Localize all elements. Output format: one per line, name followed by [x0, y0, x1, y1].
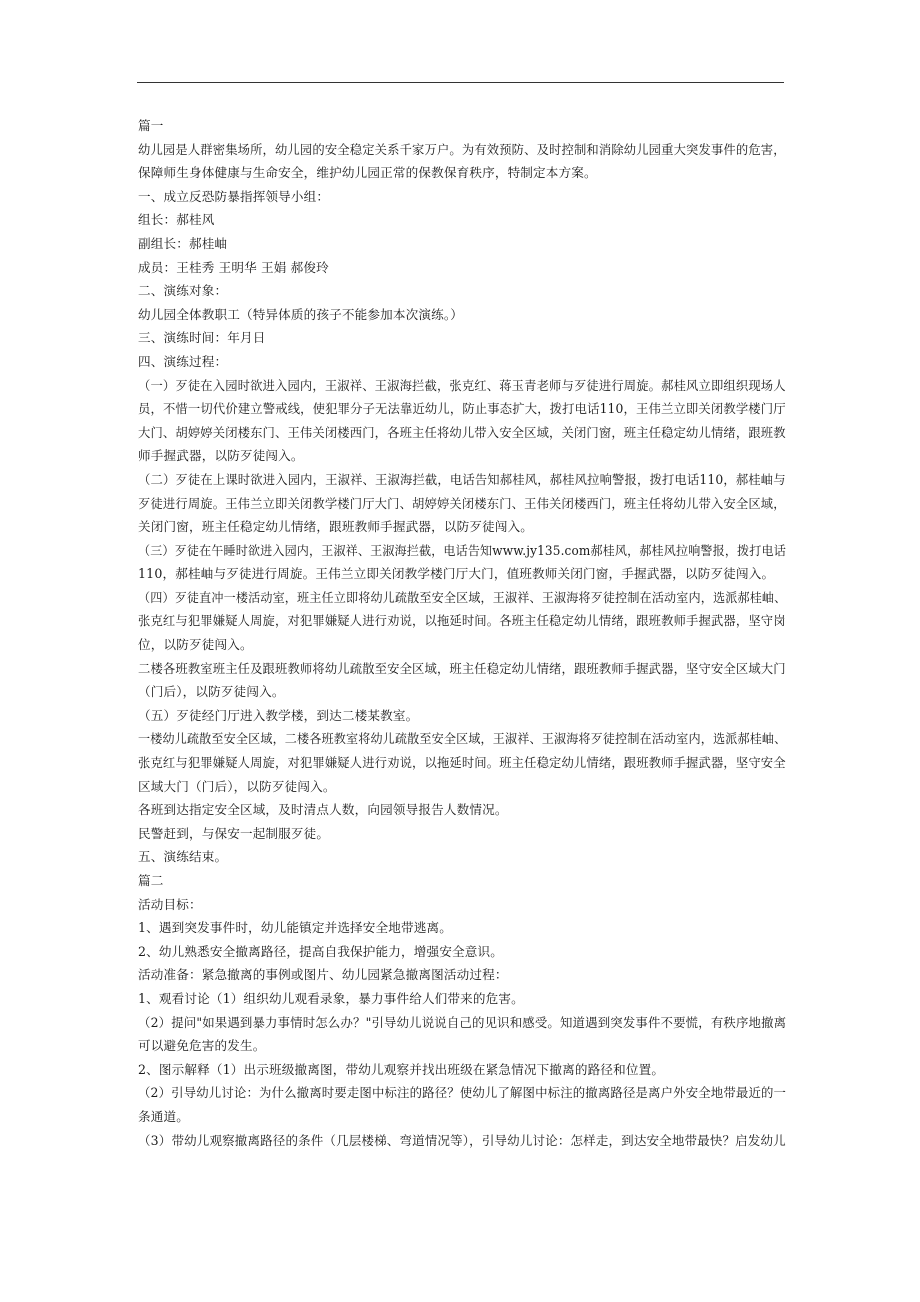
text-line: 110，郝桂岫与歹徒进行周旋。王伟兰立即关闭教学楼门厅大门，值班教师关闭门窗，手握武器，以防歹徒闯入。: [138, 566, 775, 582]
text-line: 篇一: [138, 118, 164, 133]
text-line: 歹徒进行周旋。王伟兰立即关闭教学楼门厅大门、胡婷婷关闭楼东门、王伟关闭楼西门，班主任将幼儿带入安全区域，: [138, 495, 786, 511]
text-line: 师手握武器，以防歹徒闯入。: [138, 448, 304, 464]
document-body: [138, 114, 786, 1152]
text-line: 活动准备：紧急撤离的事例或图片、幼儿园紧急撤离图活动过程：: [138, 967, 508, 983]
text-line: （二）歹徒在上课时欲进入园内，王淑祥、王淑海拦截，电话告知郝桂风，郝桂风拉响警报，拨打电话110，郝桂岫与: [138, 471, 786, 487]
text-line: 区域大门（门后），以防歹徒闯入。: [138, 778, 336, 794]
text-line: （门后），以防歹徒闯入。: [138, 684, 285, 700]
text-line: （三）歹徒在午睡时欲进入园内，王淑祥、王淑海拦截，电话告知www.jy135.com郝桂风，郝桂风拉响警报，拨打电话: [138, 542, 786, 558]
text-line: 关闭门窗，班主任稳定幼儿情绪，跟班教师手握武器，以防歹徒闯入。: [138, 519, 534, 535]
text-line: 幼儿园是人群密集场所，幼儿园的安全稳定关系千家万户。为有效预防、及时控制和消除幼儿园重大突发事件的危害，: [138, 141, 786, 157]
text-line: （五）歹徒经门厅进入教学楼，到达二楼某教室。: [138, 707, 419, 723]
text-line: （2）提问"如果遇到暴力事情时怎么办？"引导幼儿说说自己的见识和感受。知道遇到突发事件不要慌，有秩序地撤离: [138, 1014, 787, 1030]
text-line: 活动目标：: [138, 896, 202, 912]
text-line: 各班到达指定安全区域，及时清点人数，向园领导报告人数情况。: [138, 802, 508, 818]
text-line: 大门、胡婷婷关闭楼东门、王伟关闭楼西门，各班主任将幼儿带入安全区域，关闭门窗，班主任稳定幼儿情绪，跟班教: [138, 424, 786, 440]
text-line: 张克红与犯罪嫌疑人周旋，对犯罪嫌疑人进行劝说，以拖延时间。各班主任稳定幼儿情绪，跟班教师手握武器，坚守岗: [138, 613, 786, 629]
text-line: 二、演练对象：: [138, 283, 228, 299]
text-line: 2、图示解释（1）出示班级撤离图，带幼儿观察并找出班级在紧急情况下撤离的路径和位置。: [138, 1061, 665, 1077]
text-line: 篇二: [138, 873, 164, 888]
text-line: 五、演练结束。: [138, 849, 228, 865]
text-line: （3）带幼儿观察撤离路径的条件（几层楼梯、弯道情况等），引导幼儿讨论：怎样走，到达安全地带最快？启发幼儿: [138, 1132, 786, 1148]
text-line: 条通道。: [138, 1108, 189, 1124]
text-line: 1、观看讨论（1）组织幼儿观看录象，暴力事件给人们带来的危害。: [138, 990, 524, 1006]
text-line: （四）歹徒直冲一楼活动室，班主任立即将幼儿疏散至安全区域，王淑祥、王淑海将歹徒控制在活动室内，选派郝桂岫、: [138, 589, 787, 605]
text-line: 三、演练时间：年月日: [138, 330, 266, 346]
text-line: 1、遇到突发事件时，幼儿能镇定并选择安全地带逃离。: [138, 920, 453, 936]
text-line: 幼儿园全体教职工（特异体质的孩子不能参加本次演练。）: [138, 306, 464, 322]
text-line: 组长：郝桂风: [138, 212, 215, 228]
text-line: 四、演练过程：: [138, 353, 228, 369]
text-line: （一）歹徒在入园时欲进入园内，王淑祥、王淑海拦截，张克红、蒋玉青老师与歹徒进行周旋。郝桂风立即组织现场人: [138, 377, 786, 393]
text-line: 民警赶到，与保安一起制服歹徒。: [138, 825, 330, 841]
text-line: 张克红与犯罪嫌疑人周旋，对犯罪嫌疑人进行劝说，以拖延时间。班主任稳定幼儿情绪，跟班教师手握武器，坚守安全: [138, 755, 786, 771]
text-line: （2）引导幼儿讨论：为什么撤离时要走图中标注的路径？使幼儿了解图中标注的撤离路径是离户外安全地带最近的一: [138, 1085, 787, 1101]
text-line: 成员：王桂秀 王明华 王娟 郝俊玲: [138, 259, 329, 275]
header-divider: [137, 82, 784, 83]
text-line: 副组长：郝桂岫: [138, 235, 228, 251]
text-line: 位，以防歹徒闯入。: [138, 637, 253, 653]
text-line: 一楼幼儿疏散至安全区域，二楼各班教室将幼儿疏散至安全区域，王淑祥、王淑海将歹徒控制在活动室内，选派郝桂岫、: [138, 731, 787, 747]
text-line: 可以避免危害的发生。: [138, 1038, 266, 1054]
text-line: 二楼各班教室班主任及跟班教师将幼儿疏散至安全区域，班主任稳定幼儿情绪，跟班教师手握武器，坚守安全区域大门: [138, 660, 786, 676]
text-line: 2、幼儿熟悉安全撤离路径，提高自我保护能力，增强安全意识。: [138, 943, 503, 959]
text-line: 员，不惜一切代价建立警戒线，使犯罪分子无法靠近幼儿，防止事态扩大，拨打电话110，王伟兰立即关闭教学楼门厅: [138, 401, 786, 417]
text-line: 一、成立反恐防暴指挥领导小组：: [138, 188, 330, 204]
text-line: 保障师生身体健康与生命安全，维护幼儿园正常的保教保育秩序，特制定本方案。: [138, 165, 597, 181]
